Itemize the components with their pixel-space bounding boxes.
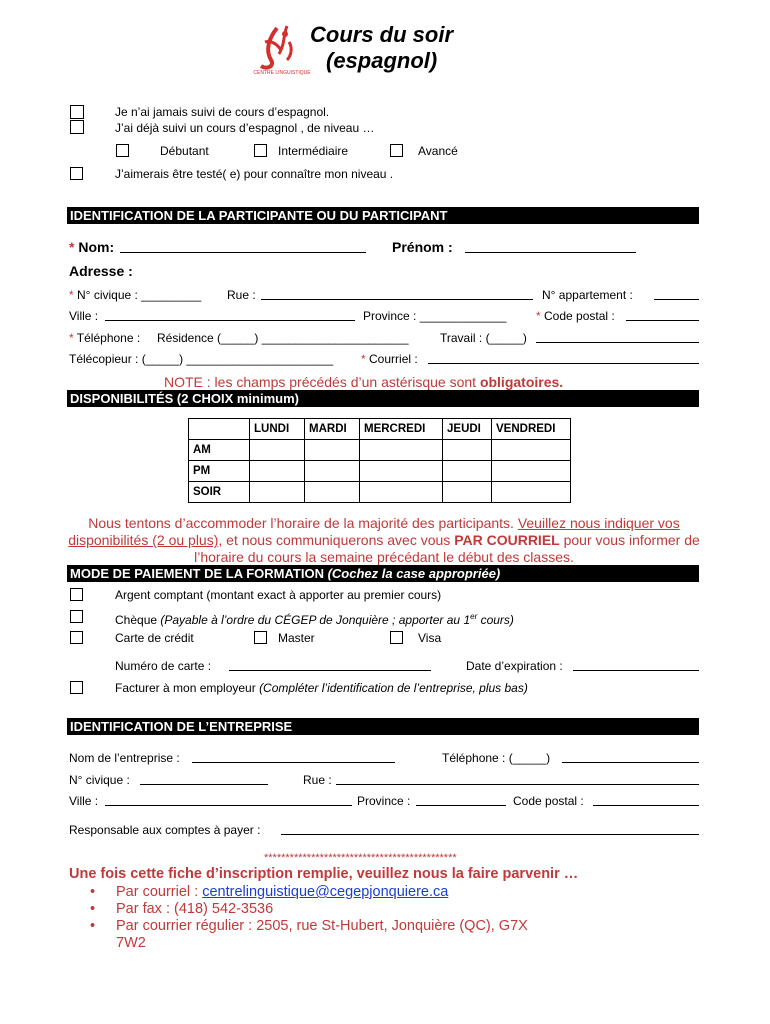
code-postal-field[interactable] (626, 320, 699, 321)
company-street-field[interactable] (336, 784, 699, 785)
prenom-field[interactable] (465, 252, 636, 253)
no-civique-label (69, 288, 201, 302)
availability-message-bold: PAR COURRIEL (454, 532, 560, 548)
nom-label (69, 239, 114, 255)
master-label: Master (278, 631, 315, 645)
logo (247, 20, 317, 90)
availability-cell[interactable] (360, 482, 443, 503)
page-title-line2: (espagnol) (326, 48, 438, 73)
company-section-title: IDENTIFICATION DE L’ENTREPRISE (67, 718, 699, 735)
availability-cell[interactable] (360, 440, 443, 461)
appartement-field[interactable] (654, 299, 699, 300)
expiry-field[interactable] (573, 670, 699, 671)
avance-checkbox[interactable] (390, 144, 403, 157)
travail-field[interactable] (536, 342, 699, 343)
never-taken-label: Je n’ai jamais suivi de cours d’espagnol. (115, 105, 330, 119)
nom-field[interactable] (120, 252, 366, 253)
availability-cell[interactable] (305, 440, 360, 461)
company-civic-label: N° civique : (69, 773, 130, 787)
company-name-field[interactable] (192, 762, 395, 763)
logo-text: CENTRE LINGUISTIQUE (253, 70, 311, 76)
day-header: LUNDI (250, 419, 305, 440)
participant-section-title: IDENTIFICATION DE LA PARTICIPANTE OU DU PARTICIPANT (67, 207, 699, 224)
cheque-label-text: Chèque (115, 613, 161, 627)
availability-cell[interactable] (360, 461, 443, 482)
period-label: AM (189, 440, 250, 461)
company-province-label: Province : (357, 794, 411, 808)
test-level-label: J’aimerais être testé( e) pour connaître mon niveau . (115, 167, 394, 181)
availability-cell[interactable] (250, 440, 305, 461)
telephone-text: Téléphone : (76, 331, 141, 345)
availability-cell[interactable] (443, 461, 492, 482)
page-title-line1: Cours du soir (310, 22, 454, 47)
employer-checkbox[interactable] (70, 681, 83, 694)
master-checkbox[interactable] (254, 631, 267, 644)
cheque-label (115, 610, 514, 627)
send-heading: Une fois cette fiche d’inscription remplie, veuillez nous la faire parvenir … (69, 866, 579, 882)
availability-cell[interactable] (305, 482, 360, 503)
card-number-label: Numéro de carte : (115, 659, 212, 673)
availability-cell[interactable] (492, 461, 571, 482)
never-taken-checkbox[interactable] (70, 105, 84, 119)
send-methods-list (90, 884, 590, 952)
table-corner (189, 419, 250, 440)
day-header: MERCREDI (360, 419, 443, 440)
credit-card-checkbox[interactable] (70, 631, 83, 644)
adresse-label: Adresse : (69, 263, 133, 279)
ville-field[interactable] (105, 320, 355, 321)
availability-cell[interactable] (492, 440, 571, 461)
fax-text: Par fax : (418) 542-3536 (116, 901, 274, 917)
company-postal-label: Code postal : (513, 794, 584, 808)
rue-field[interactable] (261, 299, 533, 300)
period-label: SOIR (189, 482, 250, 503)
cash-checkbox[interactable] (70, 588, 83, 601)
code-postal-text: Code postal : (544, 309, 615, 323)
cash-label: Argent comptant (montant exact à apporter au premier cours) (115, 588, 442, 602)
availability-cell[interactable] (305, 461, 360, 482)
required-asterisk: * (69, 331, 74, 345)
cheque-note (160, 613, 514, 627)
required-note-bold: obligatoires. (479, 374, 564, 390)
day-header: MARDI (305, 419, 360, 440)
cheque-checkbox[interactable] (70, 610, 83, 623)
province-label: Province : _____________ (363, 309, 507, 323)
email-label: Par courriel : (116, 884, 203, 900)
expiry-label: Date d’expiration : (466, 659, 563, 673)
required-asterisk: * (536, 309, 541, 323)
availability-cell[interactable] (443, 440, 492, 461)
required-note (164, 374, 563, 390)
availability-message-link: Veuillez nous indiquer vos disponibilités (2 ou plus) (68, 515, 680, 548)
company-name-label: Nom de l’entreprise : (69, 751, 180, 765)
availability-cell[interactable] (492, 482, 571, 503)
bullet-icon: • (90, 901, 96, 917)
rue-label: Rue : (227, 288, 256, 302)
availability-message-part3: pour vous informer de l’horaire du cours la semaine précédant le début des classes. (194, 532, 700, 565)
already-taken-checkbox[interactable] (70, 120, 84, 134)
required-asterisk: * (69, 288, 74, 302)
list-item (90, 918, 590, 952)
accounts-payable-field[interactable] (281, 834, 699, 835)
required-asterisk: * (361, 352, 366, 366)
appartement-label: N° appartement : (542, 288, 633, 302)
payment-section-title (67, 565, 699, 582)
company-postal-field[interactable] (593, 805, 699, 806)
company-city-label: Ville : (69, 794, 99, 808)
required-note-text: NOTE : les champs précédés d’un astérisque sont (164, 374, 480, 390)
test-level-checkbox[interactable] (70, 167, 83, 180)
travail-label: Travail : (_____) (440, 331, 527, 345)
already-taken-label: J’ai déjà suivi un cours d’espagnol , de niveau … (115, 121, 375, 135)
credit-card-label: Carte de crédit (115, 631, 194, 645)
courriel-label (361, 352, 418, 366)
availability-message-part1: Nous tentons d’accommoder l’horaire de la majorité des participants. (88, 515, 518, 531)
employer-label (115, 681, 528, 695)
card-number-field[interactable] (229, 670, 431, 671)
debutant-label: Débutant (160, 144, 209, 158)
cheque-note-end: cours) (477, 613, 514, 627)
courriel-field[interactable] (428, 363, 699, 364)
day-header: VENDREDI (492, 419, 571, 440)
ville-label: Ville : (69, 309, 99, 323)
payment-section-title-text: MODE DE PAIEMENT DE LA FORMATION (70, 566, 328, 581)
employer-label-text: Facturer à mon employeur (115, 681, 260, 695)
availability-message (67, 515, 701, 566)
intermediaire-label: Intermédiaire (278, 144, 349, 158)
telephone-label (69, 331, 140, 345)
list-item (90, 901, 590, 918)
availability-cell[interactable] (250, 461, 305, 482)
residence-label: Résidence (_____) ______________________ (157, 331, 409, 345)
telecopieur-label: Télécopieur : (_____) ______________________ (69, 352, 334, 366)
code-postal-label (536, 309, 615, 323)
visa-checkbox[interactable] (390, 631, 403, 644)
company-street-label: Rue : (303, 773, 332, 787)
availability-section-title: DISPONIBILITÉS (2 CHOIX minimum) (67, 390, 699, 407)
company-phone-field[interactable] (562, 762, 699, 763)
availability-cell[interactable] (250, 482, 305, 503)
cheque-note-text: (Payable à l’ordre du CÉGEP de Jonquière ; apporter au 1 (160, 613, 471, 627)
availability-table (188, 418, 571, 503)
nom-label-text: Nom: (78, 239, 115, 255)
bullet-icon: • (90, 918, 96, 934)
availability-message-part2: , et nous communiquerons avec vous (218, 532, 455, 548)
availability-cell[interactable] (443, 482, 492, 503)
debutant-checkbox[interactable] (116, 144, 129, 157)
company-city-field[interactable] (105, 805, 352, 806)
visa-label: Visa (418, 631, 442, 645)
list-item (90, 884, 590, 901)
company-province-field[interactable] (416, 805, 506, 806)
company-phone-label: Téléphone : (_____) (442, 751, 551, 765)
bullet-icon: • (90, 884, 96, 900)
no-civique-text: N° civique : _________ (77, 288, 202, 302)
prenom-label: Prénom : (392, 239, 453, 255)
accounts-payable-label: Responsable aux comptes à payer : (69, 823, 261, 837)
required-asterisk: * (69, 239, 75, 255)
period-label: PM (189, 461, 250, 482)
mail-text-line2: 7W2 (116, 935, 146, 951)
company-civic-field[interactable] (140, 784, 268, 785)
separator-stars: ********************************************* (264, 852, 457, 864)
day-header: JEUDI (443, 419, 492, 440)
email-link[interactable]: centrelinguistique@cegepjonquiere.ca (202, 884, 449, 900)
payment-section-title-italic: (Cochez la case appropriée) (327, 566, 501, 581)
logo-figure-icon (247, 20, 317, 90)
courriel-text: Courriel : (369, 352, 418, 366)
intermediaire-checkbox[interactable] (254, 144, 267, 157)
cheque-note-sup: er (470, 612, 478, 621)
avance-label: Avancé (418, 144, 458, 158)
mail-text-line1: Par courrier régulier : 2505, rue St-Hubert, Jonquière (QC), G7X (116, 918, 528, 934)
employer-note: (Compléter l’identification de l’entreprise, plus bas) (259, 681, 528, 695)
